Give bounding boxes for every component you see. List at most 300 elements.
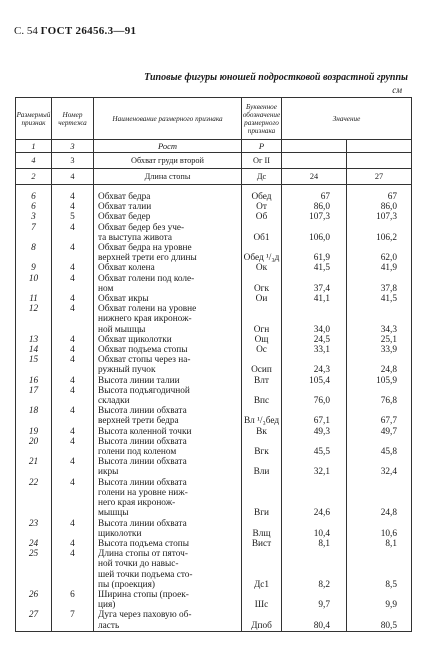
cell-name-line: складки xyxy=(98,396,130,407)
number-cell: 3 xyxy=(52,140,94,153)
value-text: 10,6 xyxy=(380,528,397,539)
cell-name-line: ружный пучок xyxy=(98,365,156,376)
cell-value-1 xyxy=(282,192,347,202)
cell-drawing: 4 xyxy=(52,519,94,539)
cell-name-line: голени на уровне ниж- xyxy=(98,487,188,498)
cell-name-line: Дуга через паховую об- xyxy=(98,610,192,621)
cell-value-2 xyxy=(347,294,412,304)
cell-feature: 27 xyxy=(16,610,52,631)
cell-name-line: Высота линии обхвата xyxy=(98,406,187,417)
cell-code xyxy=(242,457,282,477)
code-text: Об xyxy=(255,212,268,223)
cell-feature: 16 xyxy=(16,376,52,386)
value-text: 45,5 xyxy=(313,447,330,458)
cell-value-2 xyxy=(347,202,412,212)
cell-name xyxy=(94,223,242,243)
cell-value-2 xyxy=(347,610,412,631)
cell-name-line: Длина стопы от пяточ- xyxy=(98,549,188,560)
cell-name: Обхват груди второй xyxy=(94,153,242,169)
cell-code xyxy=(242,345,282,355)
cell-name-line: ной точки до навыс- xyxy=(98,559,179,570)
cell-value-1 xyxy=(282,263,347,273)
value-text: 34,3 xyxy=(380,324,397,335)
cell-value-2 xyxy=(347,243,412,263)
cell-drawing: 4 xyxy=(52,376,94,386)
cell-name-line: Обхват стопы через на- xyxy=(98,355,191,366)
value-text: 86,0 xyxy=(313,202,330,213)
code-text: Вл ¹/₃бед xyxy=(243,416,280,427)
cell-name-line: Высота подъема стопы xyxy=(98,538,189,549)
cell-feature: 3 xyxy=(16,212,52,222)
cell-value-1 xyxy=(282,590,347,610)
cell-value-2 xyxy=(347,406,412,426)
cell-value-2 xyxy=(347,355,412,375)
cell-value-2 xyxy=(347,427,412,437)
cell-code xyxy=(242,519,282,539)
cell-name-line: Высота линии талии xyxy=(98,375,180,386)
value-text: 62,0 xyxy=(380,253,397,264)
cell-code: Дс xyxy=(242,169,282,185)
cell-drawing: 4 xyxy=(52,335,94,345)
cell-value-2 xyxy=(347,590,412,610)
number-cell xyxy=(282,140,347,153)
number-row xyxy=(16,140,412,153)
header-row xyxy=(16,98,412,140)
cell-value-1 xyxy=(282,539,347,549)
value-text: 9,9 xyxy=(385,600,397,611)
table-row xyxy=(16,610,412,631)
cell-drawing: 4 xyxy=(52,457,94,477)
value-text: 80,5 xyxy=(380,620,397,631)
table-row xyxy=(16,427,412,437)
value-text: 9,7 xyxy=(318,600,330,611)
cell-name-line: ция) xyxy=(98,600,116,611)
cell-code xyxy=(242,478,282,519)
value-text: 24,6 xyxy=(313,508,330,519)
value-text: 8,2 xyxy=(318,579,330,590)
cell-value-1 xyxy=(282,294,347,304)
cell-name: Длина стопы xyxy=(94,169,242,185)
cell-name xyxy=(94,406,242,426)
table-row xyxy=(16,355,412,375)
header-letter: Буквенное обозначение размерного признака xyxy=(242,98,282,140)
cell-drawing: 4 xyxy=(52,386,94,406)
cell-feature: 2 xyxy=(16,169,52,185)
value-text: 24,8 xyxy=(380,365,397,376)
cell-value-2 xyxy=(347,539,412,549)
code-text: Вк xyxy=(256,426,267,437)
value-text: 37,8 xyxy=(380,283,397,294)
cell-feature: 18 xyxy=(16,406,52,426)
code-text: Огн xyxy=(253,324,270,335)
cell-value-1 xyxy=(282,549,347,590)
cell-value-2 xyxy=(347,549,412,590)
cell-name-line: ном xyxy=(98,283,114,294)
cell-name-line: Обхват бедер xyxy=(98,212,151,223)
value-text: 8,5 xyxy=(385,579,397,590)
cell-value-2 xyxy=(347,304,412,335)
cell-code xyxy=(242,243,282,263)
cell-drawing: 3 xyxy=(52,153,94,169)
table-row xyxy=(16,153,412,169)
cell-drawing: 4 xyxy=(52,304,94,335)
cell-name-line: Обхват талии xyxy=(98,202,152,213)
number-cell xyxy=(347,140,412,153)
cell-name xyxy=(94,590,242,610)
table-row xyxy=(16,169,412,185)
cell-name-line: Высота коленной точки xyxy=(98,426,192,437)
table-row xyxy=(16,437,412,457)
cell-value-1 xyxy=(282,223,347,243)
value-text: 76,0 xyxy=(313,396,330,407)
header-name: Наименование размерного признака xyxy=(94,98,242,140)
cell-drawing: 4 xyxy=(52,169,94,185)
cell-name xyxy=(94,539,242,549)
cell-feature: 10 xyxy=(16,274,52,294)
cell-name xyxy=(94,274,242,294)
cell-value-2 xyxy=(347,212,412,222)
cell-drawing: 4 xyxy=(52,243,94,263)
cell-drawing: 5 xyxy=(52,212,94,222)
cell-feature: 24 xyxy=(16,539,52,549)
cell-name-line: та выступа живота xyxy=(98,232,172,243)
cell-name xyxy=(94,376,242,386)
cell-name xyxy=(94,294,242,304)
cell-code xyxy=(242,539,282,549)
cell-value-2 xyxy=(347,386,412,406)
cell-value-1 xyxy=(282,304,347,335)
cell-name-line: икры xyxy=(98,467,119,478)
cell-name-line: Высота линии обхвата xyxy=(98,436,187,447)
cell-drawing: 4 xyxy=(52,427,94,437)
cell-code xyxy=(242,274,282,294)
number-cell: Р xyxy=(242,140,282,153)
cell-drawing: 4 xyxy=(52,355,94,375)
table-row xyxy=(16,202,412,212)
value-text: 33,1 xyxy=(313,345,330,356)
cell-feature: 8 xyxy=(16,243,52,263)
cell-name xyxy=(94,304,242,335)
cell-name-line: Обхват подъема стопы xyxy=(98,345,188,356)
table-row xyxy=(16,304,412,335)
cell-drawing: 4 xyxy=(52,274,94,294)
cell-value-1 xyxy=(282,457,347,477)
cell-name-line: него края икронож- xyxy=(98,498,176,509)
value-text: 106,2 xyxy=(376,232,397,243)
value-text: 105,4 xyxy=(309,375,330,386)
cell-name-line: верхней трети его длины xyxy=(98,253,197,264)
code-text: Ои xyxy=(255,294,268,305)
code-text: Ос xyxy=(256,345,267,356)
value-text: 41,5 xyxy=(380,294,397,305)
value-text: 80,4 xyxy=(313,620,330,631)
cell-name xyxy=(94,243,242,263)
cell-feature: 19 xyxy=(16,427,52,437)
header-value: Значение xyxy=(282,98,412,140)
cell-code xyxy=(242,610,282,631)
cell-name xyxy=(94,263,242,273)
cell-name xyxy=(94,427,242,437)
code-text: Вги xyxy=(254,508,269,519)
cell-name-line: Высота линии обхвата xyxy=(98,518,187,529)
cell-feature: 22 xyxy=(16,478,52,519)
cell-code xyxy=(242,590,282,610)
cell-feature: 15 xyxy=(16,355,52,375)
cell-feature: 4 xyxy=(16,153,52,169)
value-text: 8,1 xyxy=(318,538,330,549)
cell-name-line: пы (проекция) xyxy=(98,579,155,590)
cell-name xyxy=(94,549,242,590)
value-text: 37,4 xyxy=(313,283,330,294)
cell-value-1 xyxy=(282,243,347,263)
cell-name xyxy=(94,386,242,406)
cell-feature: 7 xyxy=(16,223,52,243)
cell-code xyxy=(242,223,282,243)
page-number: С. 54 xyxy=(14,25,38,37)
cell-value-2 xyxy=(347,153,412,169)
cell-name xyxy=(94,478,242,519)
code-text: Огк xyxy=(253,283,270,294)
cell-value-2 xyxy=(347,335,412,345)
value-text: 107,3 xyxy=(376,212,397,223)
cell-name-line: ласть xyxy=(98,620,120,631)
cell-value-1 xyxy=(282,406,347,426)
cell-name-line: Обхват бедер без уче- xyxy=(98,222,185,233)
value-text: 24,3 xyxy=(313,365,330,376)
cell-code xyxy=(242,437,282,457)
value-text: 67,7 xyxy=(380,416,397,427)
cell-value-1 xyxy=(282,212,347,222)
cell-value-1 xyxy=(282,376,347,386)
cell-value-1 xyxy=(282,202,347,212)
cell-value-1 xyxy=(282,355,347,375)
table-row xyxy=(16,335,412,345)
value-text: 67,1 xyxy=(313,416,330,427)
code-text: Вгк xyxy=(254,447,269,458)
value-text: 49,7 xyxy=(380,426,397,437)
code-text: Осип xyxy=(251,365,272,376)
cell-value-1 xyxy=(282,274,347,294)
code-text: Ок xyxy=(255,263,268,274)
cell-drawing: 4 xyxy=(52,192,94,202)
value-text: 41,5 xyxy=(313,263,330,274)
value-text: 61,9 xyxy=(313,253,330,264)
table-row xyxy=(16,192,412,202)
table-row xyxy=(16,223,412,243)
table-title: Типовые фигуры юношей подростковой возрастной группы xyxy=(144,72,408,83)
value-text: 24,5 xyxy=(313,334,330,345)
cell-name-line: нижнего края икронож- xyxy=(98,314,192,325)
value-text: 41,9 xyxy=(380,263,397,274)
cell-name-line: Обхват щиколотки xyxy=(98,334,172,345)
table-row xyxy=(16,590,412,610)
cell-feature: 9 xyxy=(16,263,52,273)
code-text: Дпоб xyxy=(251,620,272,631)
value-text: 105,9 xyxy=(376,375,397,386)
cell-drawing: 4 xyxy=(52,406,94,426)
cell-value-1 xyxy=(282,386,347,406)
cell-name-line: Обхват икры xyxy=(98,294,149,305)
value-text: 33,9 xyxy=(380,345,397,356)
cell-feature: 6 xyxy=(16,202,52,212)
value-text: 41,1 xyxy=(313,294,330,305)
table-row xyxy=(16,263,412,273)
code-text: Обед ¹/₃д xyxy=(243,253,280,264)
number-cell: Рост xyxy=(94,140,242,153)
table-row xyxy=(16,345,412,355)
cell-feature: 23 xyxy=(16,519,52,539)
cell-feature: 20 xyxy=(16,437,52,457)
cell-feature: 11 xyxy=(16,294,52,304)
unit-label: см xyxy=(392,85,402,95)
value-text: 67 xyxy=(320,192,330,202)
cell-feature: 6 xyxy=(16,192,52,202)
cell-value-1: 24 xyxy=(282,169,347,185)
value-text: 34,0 xyxy=(313,324,330,335)
cell-drawing: 4 xyxy=(52,478,94,519)
value-text: 45,8 xyxy=(380,447,397,458)
cell-drawing: 7 xyxy=(52,610,94,631)
cell-code xyxy=(242,202,282,212)
cell-name-line: Высота подъягодичной xyxy=(98,385,190,396)
cell-code xyxy=(242,386,282,406)
value-text: 86,0 xyxy=(380,202,397,213)
cell-value-1 xyxy=(282,427,347,437)
cell-name-line: Обхват колена xyxy=(98,263,155,274)
cell-name-line: голени под коленом xyxy=(98,447,177,458)
cell-name xyxy=(94,335,242,345)
cell-code xyxy=(242,376,282,386)
cell-drawing: 4 xyxy=(52,263,94,273)
cell-drawing: 4 xyxy=(52,345,94,355)
cell-value-2 xyxy=(347,263,412,273)
cell-name-line: мышцы xyxy=(98,508,129,519)
value-text: 107,3 xyxy=(309,212,330,223)
cell-feature: 25 xyxy=(16,549,52,590)
cell-name xyxy=(94,437,242,457)
cell-name-line: Высота линии обхвата xyxy=(98,477,187,488)
code-text: Влт xyxy=(254,375,269,386)
cell-name-line: Ширина стопы (проек- xyxy=(98,589,189,600)
table-row xyxy=(16,274,412,294)
header-drawing-no: Номер чертежа xyxy=(52,98,94,140)
cell-value-1 xyxy=(282,610,347,631)
table-row xyxy=(16,294,412,304)
cell-name xyxy=(94,457,242,477)
cell-name xyxy=(94,355,242,375)
cell-name-line: шей точки подъема сто- xyxy=(98,569,193,580)
cell-feature: 26 xyxy=(16,590,52,610)
cell-value-1 xyxy=(282,345,347,355)
cell-name xyxy=(94,610,242,631)
cell-value-1 xyxy=(282,519,347,539)
cell-value-1 xyxy=(282,478,347,519)
cell-value-2 xyxy=(347,223,412,243)
cell-value-2 xyxy=(347,457,412,477)
code-text: Обед xyxy=(251,192,272,202)
cell-name xyxy=(94,192,242,202)
cell-value-2 xyxy=(347,345,412,355)
value-text: 32,4 xyxy=(380,467,397,478)
table-row xyxy=(16,478,412,519)
cell-name-line: Обхват голени на уровне xyxy=(98,304,197,315)
cell-name-line: ной мышцы xyxy=(98,324,146,335)
cell-feature: 13 xyxy=(16,335,52,345)
value-text: 67 xyxy=(387,192,397,202)
page-header xyxy=(14,25,136,37)
cell-name xyxy=(94,202,242,212)
code-text: Впс xyxy=(253,396,270,407)
cell-drawing: 4 xyxy=(52,223,94,243)
cell-drawing: 6 xyxy=(52,590,94,610)
cell-value-2 xyxy=(347,478,412,519)
table-row xyxy=(16,406,412,426)
table-row xyxy=(16,549,412,590)
code-text: Дс1 xyxy=(253,579,270,590)
value-text: 49,3 xyxy=(313,426,330,437)
cell-feature: 21 xyxy=(16,457,52,477)
value-text: 76,8 xyxy=(380,396,397,407)
cell-drawing: 4 xyxy=(52,549,94,590)
cell-name-line: Обхват голени под коле- xyxy=(98,273,195,284)
cell-value-2 xyxy=(347,376,412,386)
cell-code xyxy=(242,294,282,304)
cell-value-1 xyxy=(282,437,347,457)
value-text: 10,4 xyxy=(313,528,330,539)
cell-feature: 14 xyxy=(16,345,52,355)
table-row xyxy=(16,386,412,406)
value-text: 8,1 xyxy=(385,538,397,549)
cell-name-line: верхней трети бедра xyxy=(98,416,179,427)
header-size-feature: Размерный признак xyxy=(16,98,52,140)
cell-value-2 xyxy=(347,274,412,294)
cell-code xyxy=(242,192,282,202)
value-text: 25,1 xyxy=(380,334,397,345)
cell-value-1 xyxy=(282,153,347,169)
table-row xyxy=(16,243,412,263)
table-row xyxy=(16,376,412,386)
cell-name xyxy=(94,212,242,222)
cell-code xyxy=(242,427,282,437)
code-text: Вли xyxy=(253,467,270,478)
table-row xyxy=(16,457,412,477)
cell-value-2: 27 xyxy=(347,169,412,185)
cell-name xyxy=(94,519,242,539)
cell-code xyxy=(242,304,282,335)
code-text: Об1 xyxy=(253,232,270,243)
cell-code xyxy=(242,406,282,426)
cell-value-2 xyxy=(347,519,412,539)
cell-name xyxy=(94,345,242,355)
table-row xyxy=(16,519,412,539)
cell-code: Ог II xyxy=(242,153,282,169)
table-row xyxy=(16,212,412,222)
code-text: Влщ xyxy=(252,528,271,539)
value-text: 32,1 xyxy=(313,467,330,478)
cell-feature: 17 xyxy=(16,386,52,406)
cell-value-2 xyxy=(347,192,412,202)
cell-name-line: Высота линии обхвата xyxy=(98,457,187,468)
cell-code xyxy=(242,263,282,273)
code-text: Шс xyxy=(254,600,269,611)
cell-name-line: Обхват бедра на уровне xyxy=(98,243,192,254)
table-body xyxy=(16,185,412,632)
number-cell: 1 xyxy=(16,140,52,153)
code-text: Ощ xyxy=(254,334,269,345)
cell-name-line: Обхват бедра xyxy=(98,192,151,202)
value-text: 106,0 xyxy=(309,232,330,243)
cell-drawing: 4 xyxy=(52,437,94,457)
